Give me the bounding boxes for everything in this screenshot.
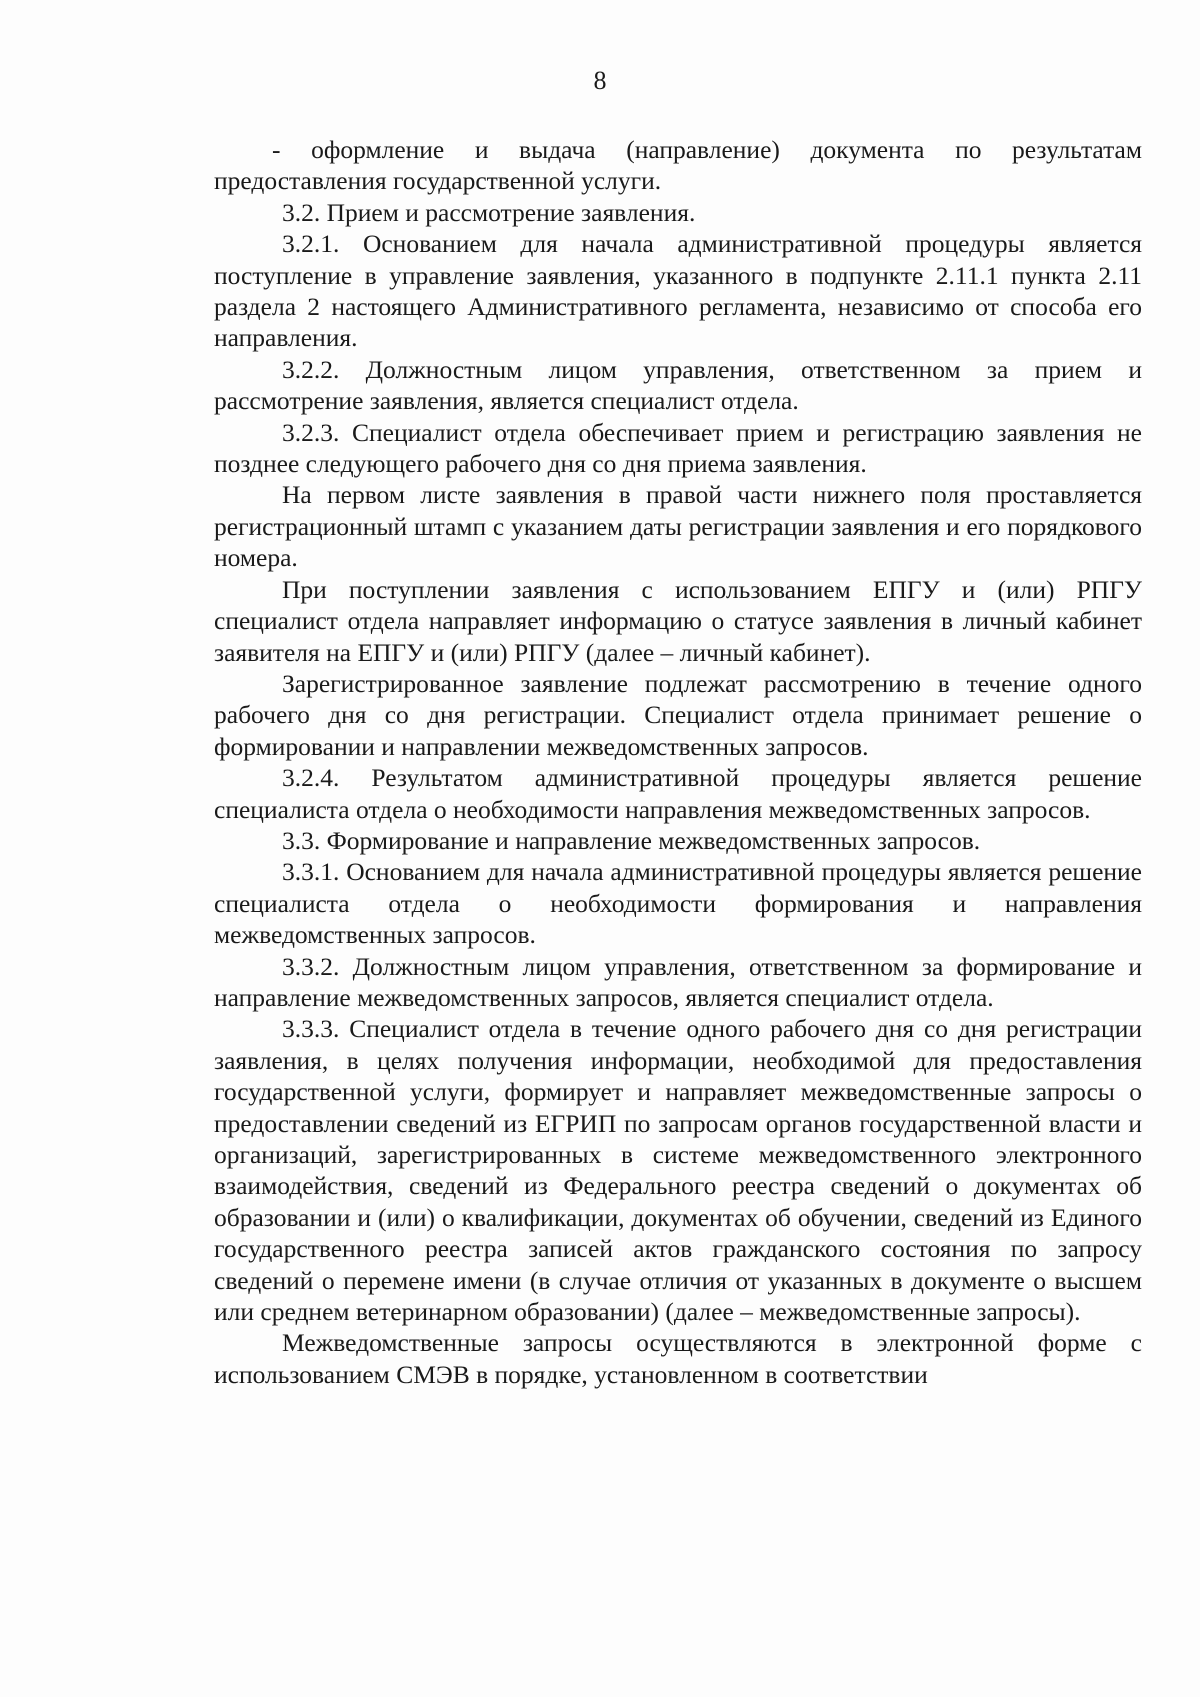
document-body [214, 134, 1142, 1390]
paragraph-stamp: На первом листе заявления в правой части нижнего поля проставляется регистрационный штамп с указанием даты регистрации заявления и его порядкового номера. [214, 480, 1142, 573]
paragraph-3-3-3: 3.3.3. Специалист отдела в течение одного рабочего дня со дня регистрации заявления, в целях получения информации, необходимой для предоставления государственной услуги, формирует и направляет межведомственные запросы о предоставлении сведений из ЕГРИП по запросам органов государственной власти и организаций, зарегистрированных в системе межведомственного электронного взаимодействия, сведений из Федерального реестра сведений о документах об образовании и (или) о квалификации, документах об обучении, сведений из Единого государственного реестра записей актов гражданского состояния по запросу сведений о перемене имени (в случае отличия от указанных в документе о высшем или среднем ветеринарном образовании) (далее – межведомственные запросы). [214, 1014, 1142, 1327]
paragraph-epgu-status: При поступлении заявления с использованием ЕПГУ и (или) РПГУ специалист отдела направляет информацию о статусе заявления в личный кабинет заявителя на ЕПГУ и (или) РПГУ (далее – личный кабинет). [214, 574, 1142, 667]
paragraph-3-2-2: 3.2.2. Должностным лицом управления, ответственном за прием и рассмотрение заявления, является специалист отдела. [214, 354, 1142, 416]
paragraph-3-2-1: 3.2.1. Основанием для начала административной процедуры является поступление в управление заявления, указанного в подпункте 2.11.1 пункта 2.11 раздела 2 настоящего Административного регламента, независимо от способа его направления. [214, 229, 1142, 353]
paragraph-registered-review: Зарегистрированное заявление подлежат рассмотрению в течение одного рабочего дня со дня регистрации. Специалист отдела принимает решение о формировании и направлении межведомственных запросов. [214, 668, 1142, 761]
paragraph-3-2-3: 3.2.3. Специалист отдела обеспечивает прием и регистрацию заявления не позднее следующего рабочего дня со дня приема заявления. [214, 417, 1142, 479]
paragraph-3-3-heading: 3.3. Формирование и направление межведомственных запросов. [282, 825, 981, 855]
paragraph-3-3-2: 3.3.2. Должностным лицом управления, ответственном за формирование и направление межведомственных запросов, является специалист отдела. [214, 951, 1142, 1012]
page-number: 8 [593, 66, 607, 95]
paragraph-3-2-heading: 3.2. Прием и рассмотрение заявления. [282, 197, 696, 227]
paragraph-result-issuance: - оформление и выдача (направление) документа по результатам предоставления государственной услуги. [214, 135, 1142, 196]
paragraph-smev-requests: Межведомственные запросы осуществляются в электронной форме с использованием СМЭВ в порядке, установленном в соответствии [214, 1328, 1142, 1389]
paragraph-3-2-4: 3.2.4. Результатом административной процедуры является решение специалиста отдела о необходимости направления межведомственных запросов. [214, 763, 1142, 824]
paragraph-3-3-1: 3.3.1. Основанием для начала административной процедуры является решение специалиста отдела о необходимости формирования и направления межведомственных запросов. [214, 857, 1142, 950]
